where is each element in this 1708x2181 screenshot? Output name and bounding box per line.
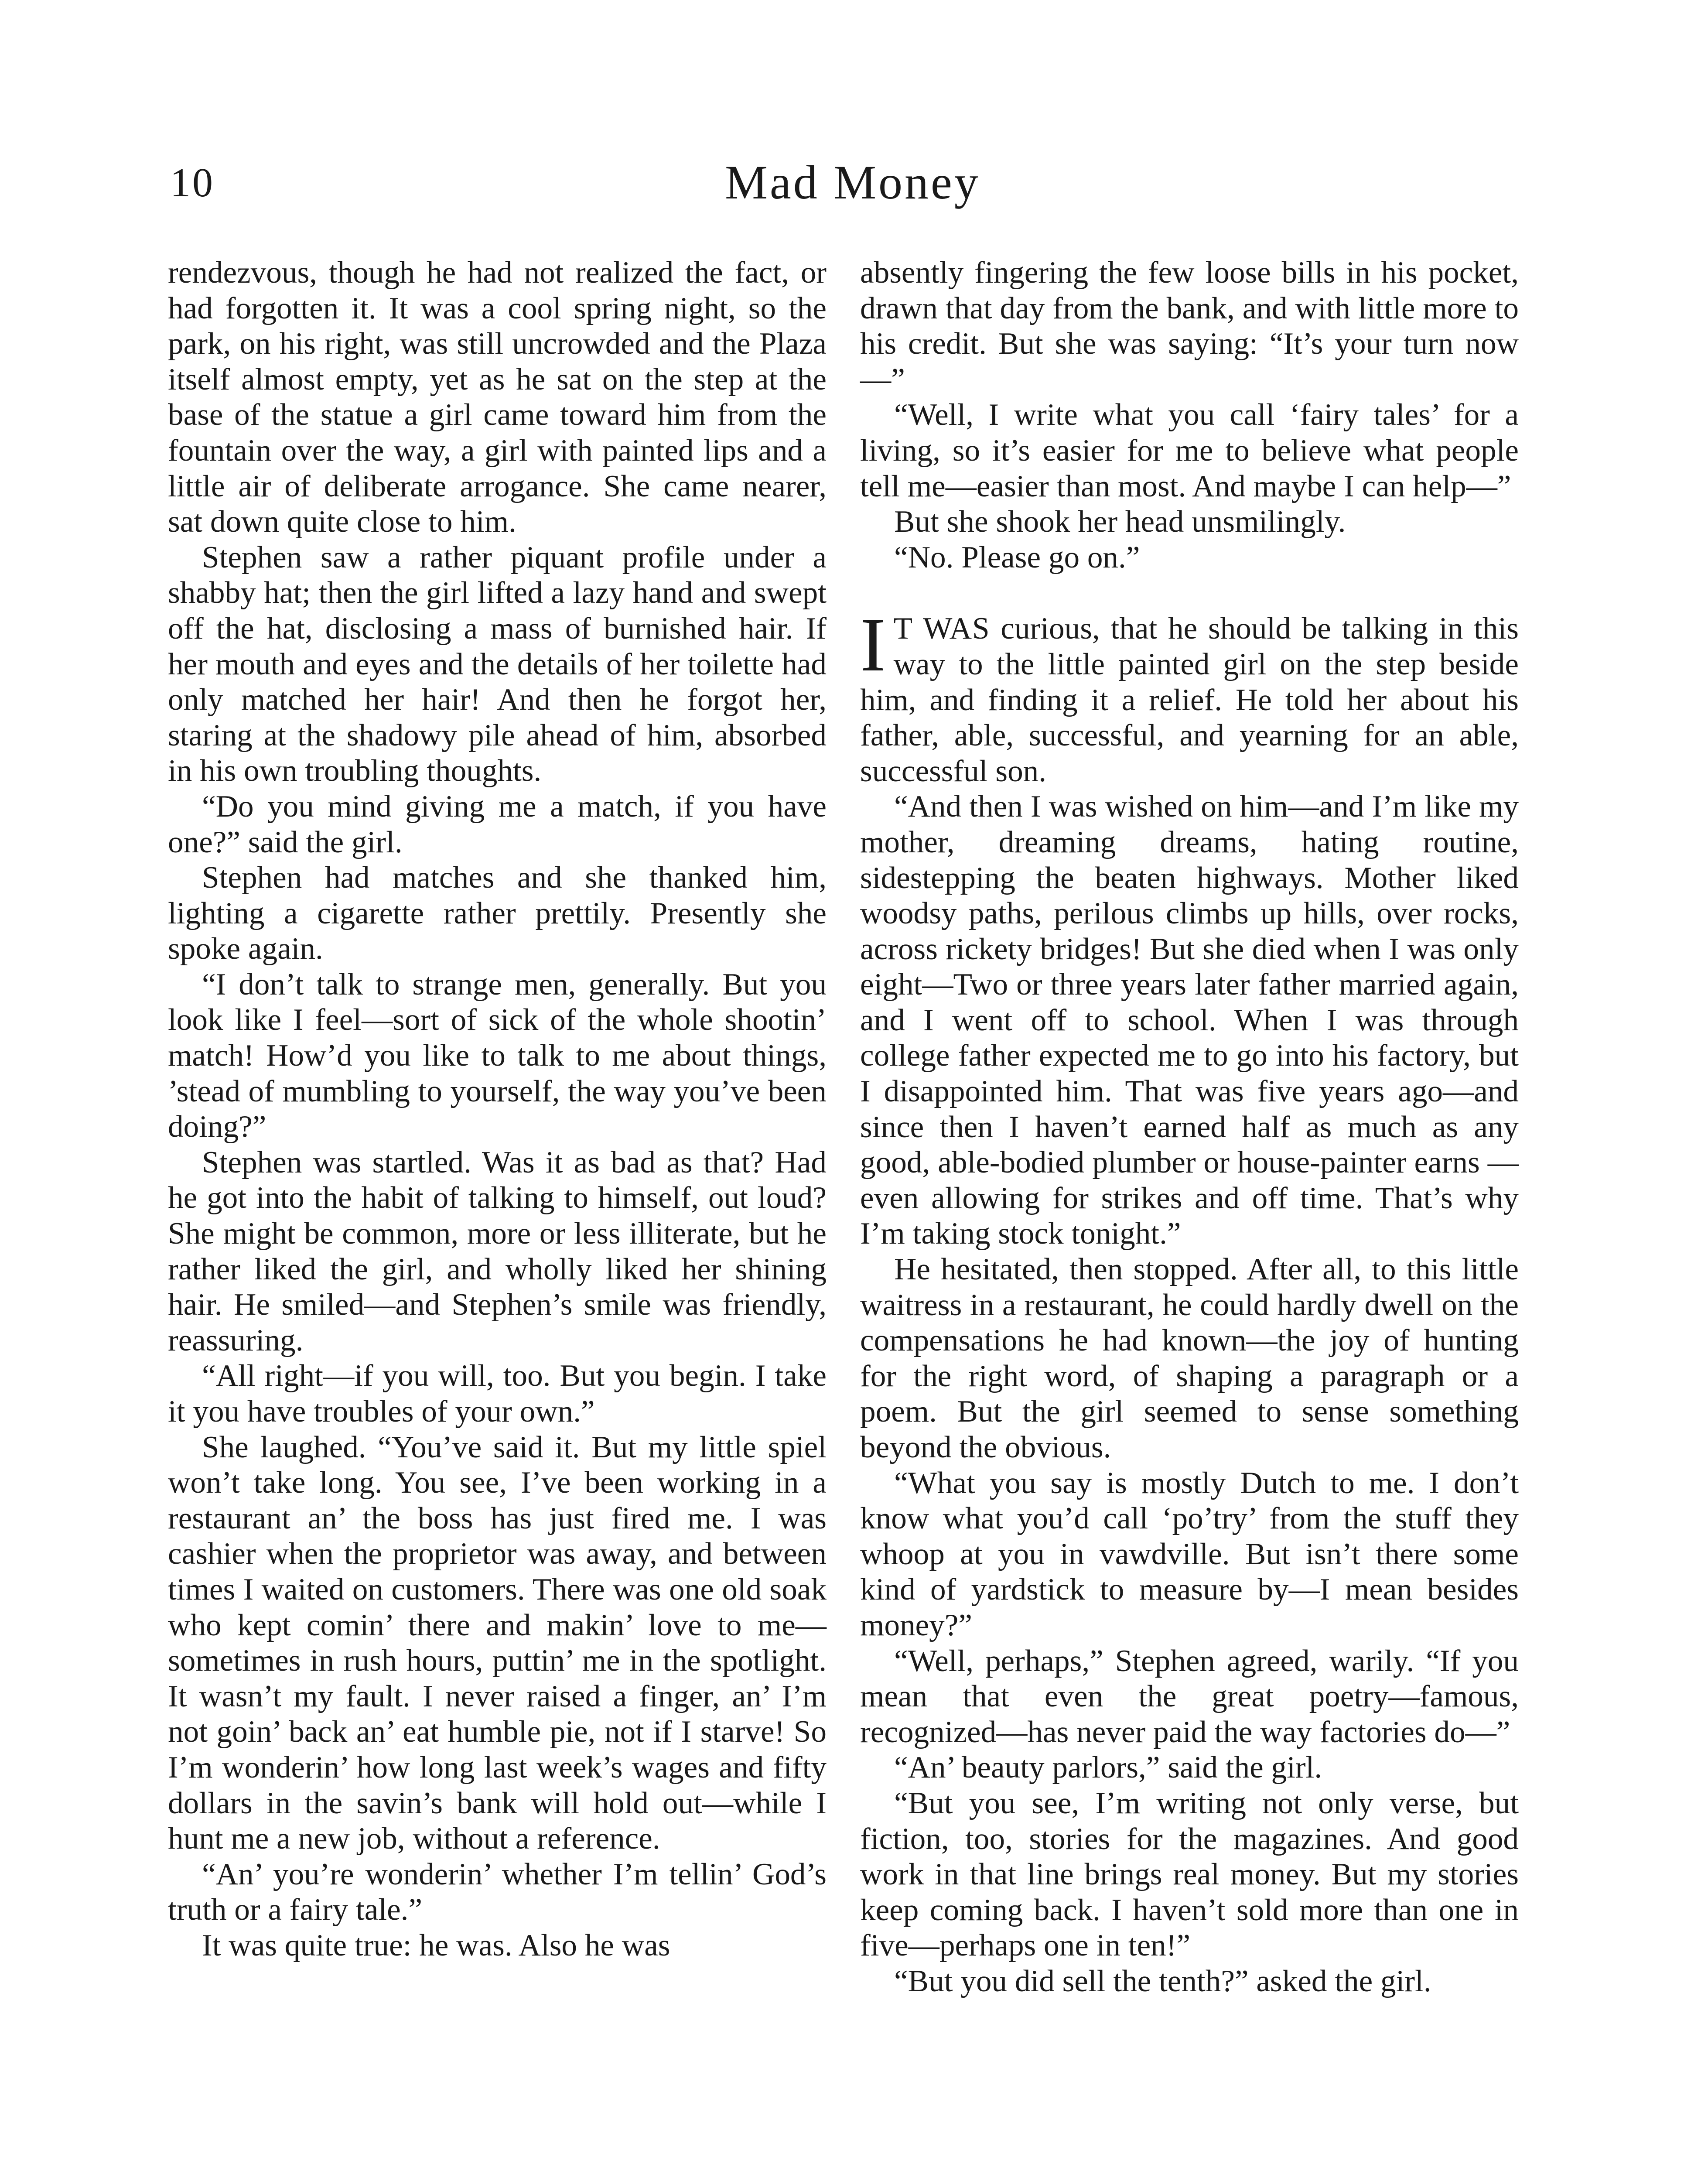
paragraph: “Well, perhaps,” Stephen agreed, warily. “If you mean that even the great poetry—famous, recognized—has never paid the way factories do—” xyxy=(860,1644,1519,1749)
paragraph: It was quite true: he was. Also he was xyxy=(202,1928,670,1962)
paragraph: absently fingering the few loose bills in his pocket, drawn that day from the bank, and with little more to his credit. But she was saying: “It’s your turn now—” xyxy=(860,256,1519,397)
page-number: 10 xyxy=(170,160,215,205)
paragraph: But she shook her head unsmilingly. xyxy=(894,505,1346,539)
paragraph: “But you see, I’m writing not only verse, but fiction, too, stories for the magazines. And good work in that line brings real money. But my stories keep coming back. I haven’t sold more than one in five—perhaps one in ten!” xyxy=(860,1786,1519,1963)
right-column xyxy=(860,255,1519,2000)
paragraph: “An’ beauty parlors,” said the girl. xyxy=(894,1750,1322,1785)
section-opening-paragraph xyxy=(860,602,1519,789)
paragraph: “And then I was wished on him—and I’m like my mother, dreaming dreams, hating routine, sidestepping the beaten highways. Mother liked woodsy paths, perilous climbs up hills, over rocks, across rickety bridges! But she died when I was only eight—Two or three years later father married again, and I went off to school. When I was through college father expected me to go into his factory, but I disappointed him. That was five years ago—and since then I haven’t earned half as much as any good, able-bodied plumber or house-painter earns —even allowing for strikes and off time. That’s why I’m taking stock tonight.” xyxy=(860,790,1519,1251)
paragraph: “What you say is mostly Dutch to me. I don’t know what you’d call ‘po’try’ from the stuff they whoop at you in vawdville. But isn’t there some kind of yardstick to measure by—I mean besides money?” xyxy=(860,1466,1519,1642)
left-column xyxy=(168,255,827,1964)
paragraph: She laughed. “You’ve said it. But my little spiel won’t take long. You see, I’ve been working in a restaurant an’ the boss has just fired me. I was cashier when the proprietor was away, and between times I waited on customers. There was one old soak who kept comin’ there and makin’ love to me—sometimes in rush hours, puttin’ me in the spotlight. It wasn’t my fault. I never raised a finger, an’ I’m not goin’ back an’ eat humble pie, not if I starve! So I’m wonderin’ how long last week’s wages and fifty dollars in the savin’s bank will hold out—while I hunt me a new job, without a reference. xyxy=(168,1430,827,1856)
paragraph: Stephen saw a rather piquant profile under a shabby hat; then the girl lifted a lazy hand and swept off the hat, disclosing a mass of burnished hair. If her mouth and eyes and the details of her toilette had only matched her hair! And then he forgot her, staring at the shadowy pile ahead of him, absorbed in his own troubling thoughts. xyxy=(168,540,827,788)
page-header xyxy=(170,155,1535,220)
drop-cap: I xyxy=(860,602,886,688)
paragraph: “I don’t talk to strange men, generally. But you look like I feel—sort of sick of the whole shootin’ match! How’d you like to talk to me about things, ’stead of mumbling to yourself, the way you’ve been doing?” xyxy=(168,967,827,1144)
section-first-words: T WAS xyxy=(893,612,990,646)
paragraph: He hesitated, then stopped. After all, to this little waitress in a restaurant, he could hardly dwell on the compensations he had known—the joy of hunting for the right word, of shaping a paragraph or a poem. But the girl seemed to sense something beyond the obvious. xyxy=(860,1252,1519,1464)
paragraph: “But you did sell the tenth?” asked the girl. xyxy=(894,1964,1431,1998)
paragraph: Stephen was startled. Was it as bad as that? Had he got into the habit of talking to himself, out loud? She might be common, more or less illiterate, but he rather liked the girl, and wholly liked her shining hair. He smiled—and Stephen’s smile was friendly, reassuring. xyxy=(168,1145,827,1357)
paragraph: rendezvous, though he had not realized the fact, or had forgotten it. It was a cool spring night, so the park, on his right, was still uncrowded and the Plaza itself almost empty, yet as he sat on the step at the base of the statue a girl came toward him from the fountain over the way, a girl with painted lips and a little air of deliberate arrogance. She came nearer, sat down quite close to him. xyxy=(168,256,827,539)
paragraph: “An’ you’re wonderin’ whether I’m tellin’ God’s truth or a fairy tale.” xyxy=(168,1857,827,1927)
running-title: Mad Money xyxy=(725,156,980,209)
paragraph: “No. Please go on.” xyxy=(894,540,1140,574)
paragraph: Stephen had matches and she thanked him, lighting a cigarette rather prettily. Presently she spoke again. xyxy=(168,861,827,966)
paragraph: “Well, I write what you call ‘fairy tales’ for a living, so it’s easier for me to believe what people tell me—easier than most. And maybe I can help—” xyxy=(860,398,1519,503)
section-first-paragraph-text: curious, that he should be talking in this way to the little painted girl on the step beside him, and finding it a relief. He told her about his father, able, successful, and yearning for an able, successful son. xyxy=(860,612,1519,788)
paragraph: “All right—if you will, too. But you begin. I take it you have troubles of your own.” xyxy=(168,1359,827,1429)
paragraph: “Do you mind giving me a match, if you have one?” said the girl. xyxy=(168,789,827,859)
